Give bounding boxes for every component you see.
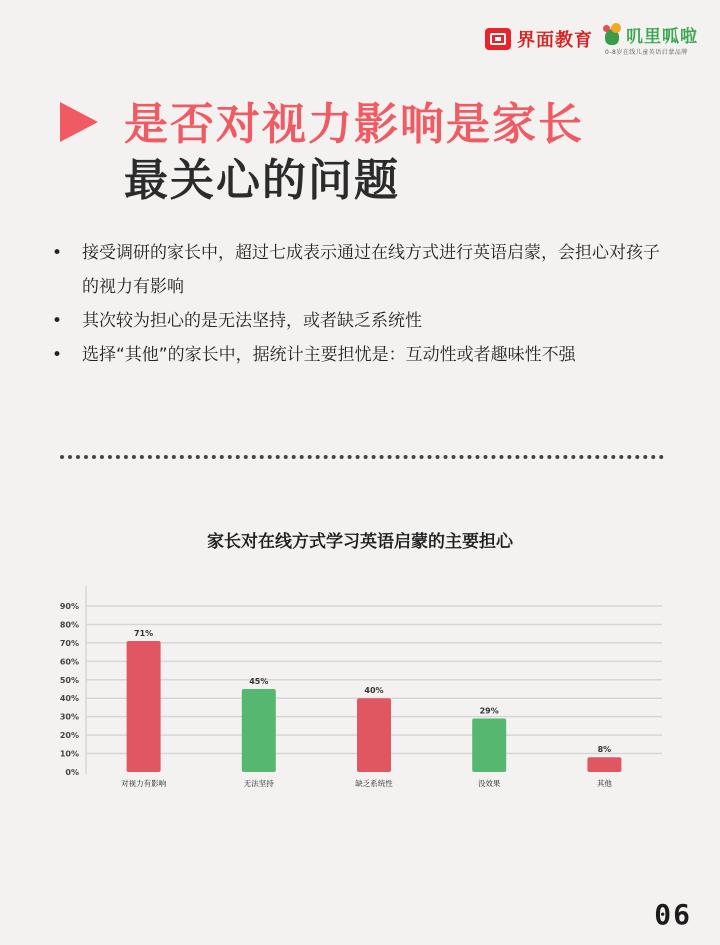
bar xyxy=(242,689,276,772)
y-tick-label: 50% xyxy=(59,675,79,685)
bullet-text: 其次较为担心的是无法坚持，或者缺乏系统性 xyxy=(82,311,422,331)
y-tick-label: 90% xyxy=(59,602,79,611)
y-tick-label: 30% xyxy=(59,712,79,722)
bar-value-label: 71% xyxy=(134,629,154,639)
page-title-line1: 是否对视力影响是家长 xyxy=(124,99,584,150)
bar xyxy=(472,719,506,772)
jilihuala-logo-subtitle: 0-8岁在线儿童英语启蒙品牌 xyxy=(605,49,688,56)
x-tick-label: 其他 xyxy=(596,779,612,788)
bullet-dot: • xyxy=(52,345,63,365)
bar xyxy=(587,757,621,772)
bullet-item xyxy=(52,304,672,338)
header-logos xyxy=(485,22,698,56)
y-tick-label: 80% xyxy=(59,620,79,630)
dotted-divider xyxy=(60,455,664,459)
jiemian-logo xyxy=(485,26,593,52)
y-tick-label: 40% xyxy=(59,694,79,704)
bar-value-label: 40% xyxy=(364,686,384,696)
bullet-dot: • xyxy=(52,311,63,331)
y-tick-label: 20% xyxy=(59,731,79,741)
bar-chart xyxy=(0,580,720,810)
bar xyxy=(357,698,391,772)
jilihuala-logo-text: 叽里呱啦 xyxy=(626,27,698,47)
bullet-dot: • xyxy=(52,243,63,263)
bar-value-label: 8% xyxy=(597,745,612,755)
x-tick-label: 缺乏系统性 xyxy=(355,779,393,788)
bird-icon xyxy=(603,23,623,47)
bullet-item xyxy=(52,338,672,372)
bar-value-label: 45% xyxy=(249,677,269,686)
bullet-text: 选择“其他”的家长中，据统计主要担忧是：互动性或者趣味性不强 xyxy=(82,345,576,365)
bullet-text: 接受调研的家长中，超过七成表示通过在线方式进行英语启蒙，会担心对孩子的视力有影响 xyxy=(82,243,660,297)
x-tick-label: 对视力有影响 xyxy=(121,779,167,788)
jiemian-logo-text: 界面教育 xyxy=(517,30,593,51)
x-tick-label: 无法坚持 xyxy=(243,779,274,788)
y-tick-label: 60% xyxy=(59,657,79,667)
y-tick-label: 70% xyxy=(59,638,79,648)
bar-value-label: 29% xyxy=(479,706,499,716)
page-title-line2: 最关心的问题 xyxy=(124,155,400,206)
bullet-item xyxy=(52,236,672,304)
page-number: 06 xyxy=(654,898,692,931)
jilihuala-logo xyxy=(603,22,698,56)
bar xyxy=(127,641,161,772)
bullet-list xyxy=(52,236,672,372)
chart-title: 家长对在线方式学习英语启蒙的主要担心 xyxy=(207,532,513,552)
jiemian-logo-icon xyxy=(485,28,511,50)
x-tick-label: 没效果 xyxy=(477,779,501,788)
triangle-arrow-icon xyxy=(60,102,98,142)
y-tick-label: 10% xyxy=(59,749,79,759)
y-tick-label: 0% xyxy=(65,768,79,777)
